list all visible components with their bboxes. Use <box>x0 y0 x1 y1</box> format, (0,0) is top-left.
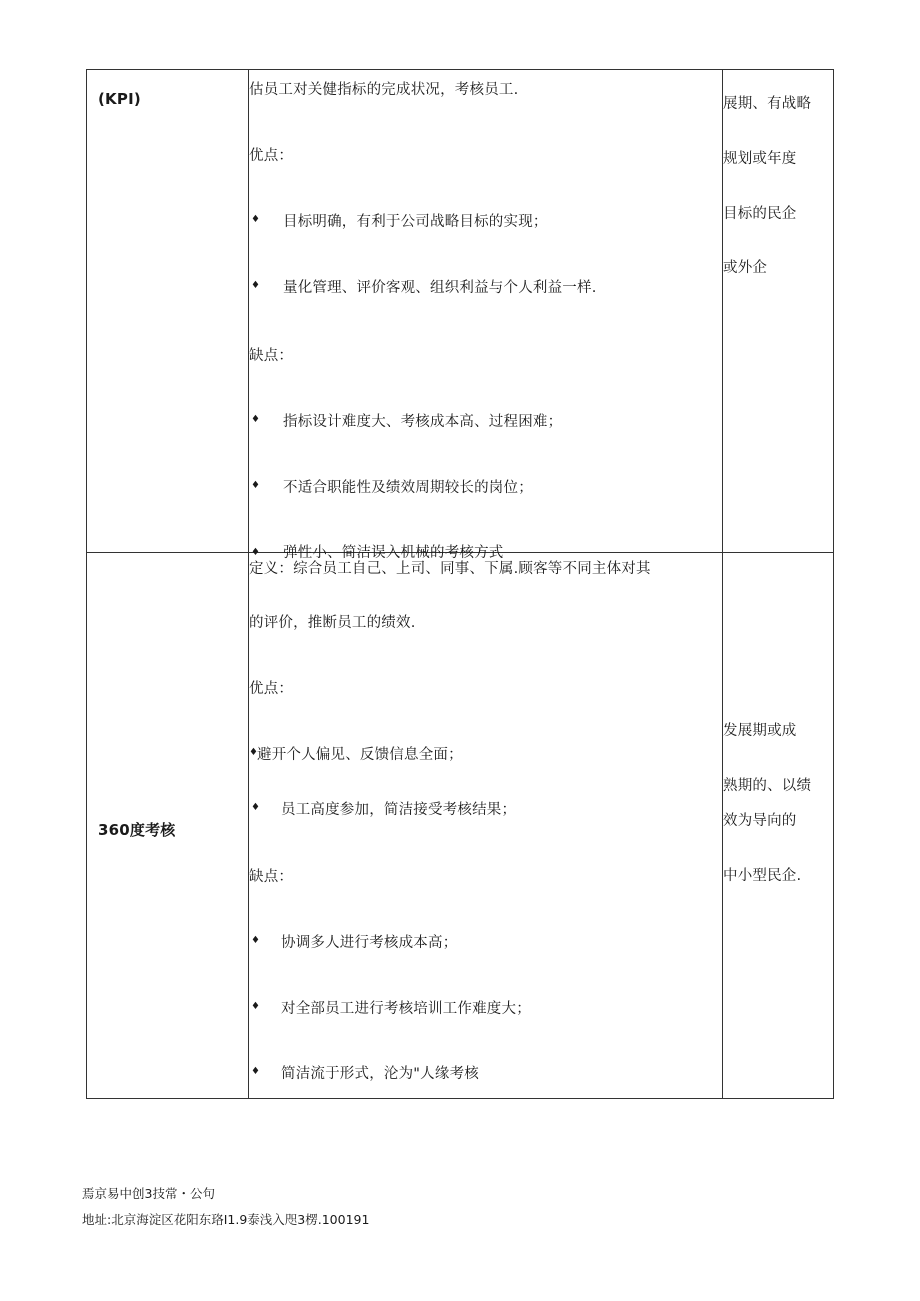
row2-content-cell <box>249 553 722 1099</box>
bullet-icon: ♦ <box>251 802 260 813</box>
row2-pro-item: 员工高度参加，简洁接受考核结果； <box>281 802 517 818</box>
row1-con-item: 不适合职能性及绩效周期较长的岗位； <box>283 480 533 496</box>
bullet-icon: ♦ <box>251 547 260 558</box>
footer-company: 焉京易中创3技常・公句 <box>82 1186 215 1201</box>
row1-pro-item: 目标明确，有利于公司战略目标的实现； <box>283 214 548 230</box>
bullet-icon: ♦ <box>251 1001 260 1012</box>
row1-applicable-line: 展期、有战略 <box>723 96 812 112</box>
bullet-icon: ♦ <box>251 280 260 291</box>
row1-method: (KPI) <box>98 90 141 108</box>
row1-content-cell <box>249 70 722 561</box>
row2-applicable-cell <box>723 553 834 1099</box>
row2-applicable-line: 效为导向的 <box>723 813 797 829</box>
row2-pros-label: 优点： <box>249 681 294 697</box>
row1-applicable-line: 目标的民企 <box>723 206 797 222</box>
row2-con-item: 简洁流于形式，沦为"人缘考核 <box>281 1066 479 1082</box>
row2-con-item: 协调多人进行考核成本高； <box>281 935 458 951</box>
bullet-icon: ♦ <box>251 414 260 425</box>
row1-con-item: 弹性小、简洁误入机械的考核方式 <box>283 545 504 561</box>
row1-applicable-line: 或外企 <box>723 260 768 276</box>
row1-method-cell <box>87 70 248 552</box>
bullet-icon: ♦ <box>249 747 258 758</box>
row2-definition: 定义：综合员工自己、上司、同事、下属.顾客等不同主体对其 <box>249 561 651 577</box>
row1-applicable-cell <box>723 70 834 552</box>
footer-address: 地址:北京海淀区花阳东珞I1.9泰浅入咫3楞.100191 <box>82 1212 370 1227</box>
row2-applicable-line: 熟期的、以绩 <box>723 778 812 794</box>
row2-method: 360度考核 <box>98 821 176 839</box>
row2-con-item: 对全部员工进行考核培训工作难度大； <box>281 1001 531 1017</box>
bullet-icon: ♦ <box>251 214 260 225</box>
evaluation-methods-table <box>86 69 834 1099</box>
row1-con-item: 指标设计难度大、考核成本高、过程困难； <box>283 414 563 430</box>
row1-applicable-line: 规划或年度 <box>723 151 797 167</box>
row1-pros-label: 优点： <box>249 148 294 164</box>
row2-cons-label: 缺点： <box>249 869 294 885</box>
row1-pro-item: 量化管理、评价客观、组织利益与个人利益一样. <box>283 280 597 296</box>
row2-method-cell <box>87 553 248 1099</box>
row2-definition-cont: 的评价，推断员工的绩效. <box>249 615 416 631</box>
bullet-icon: ♦ <box>251 1066 260 1077</box>
row1-cons-label: 缺点： <box>249 348 294 364</box>
bullet-icon: ♦ <box>251 935 260 946</box>
row2-pro-item: 避开个人偏见、反馈信息全面； <box>257 747 463 763</box>
row2-applicable-line: 发展期或成 <box>723 723 797 739</box>
row2-applicable-line: 中小型民企. <box>723 868 802 884</box>
row1-description: 估员工对关健指标的完成状况，考核员工. <box>249 82 519 98</box>
bullet-icon: ♦ <box>251 480 260 491</box>
